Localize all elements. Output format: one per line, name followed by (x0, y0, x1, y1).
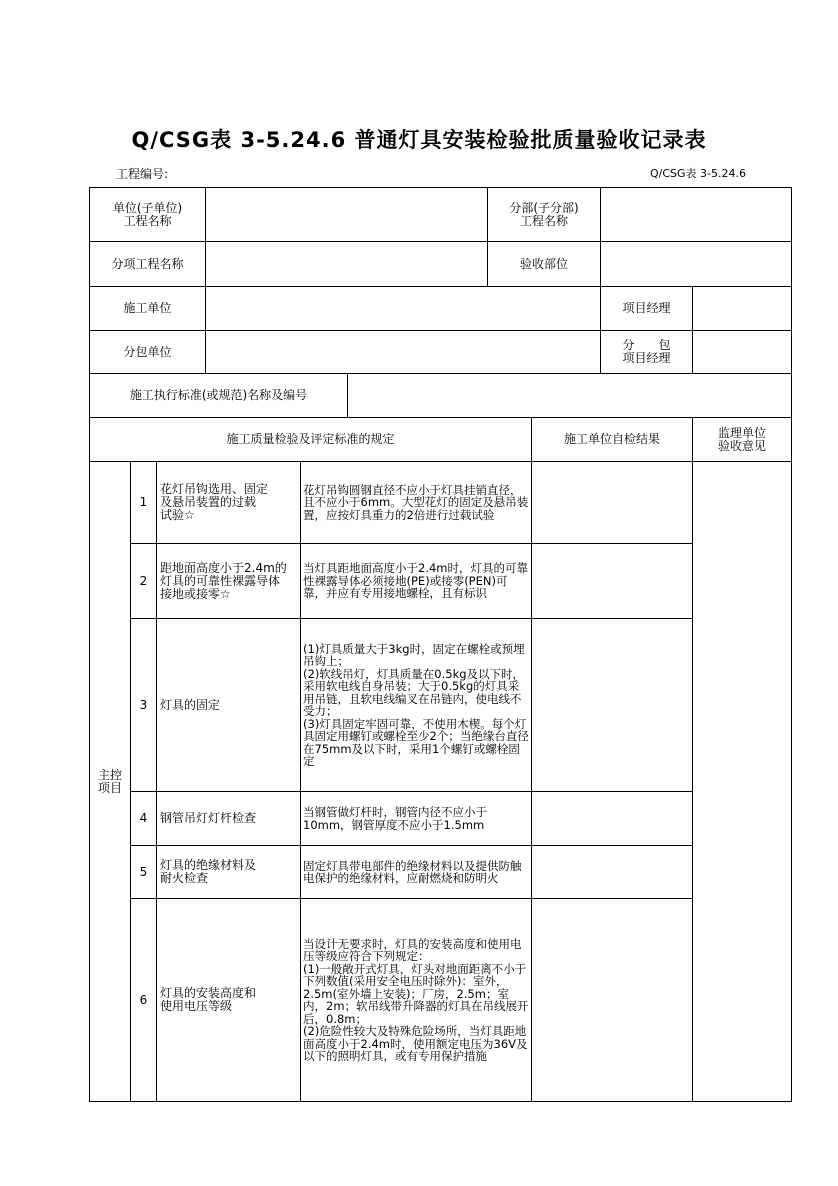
standard-name-label: 施工执行标准(或规范)名称及编号 (90, 374, 348, 418)
item-number: 3 (131, 619, 157, 792)
item-name: 灯具的绝缘材料及 耐火检查 (157, 846, 301, 899)
item-project-field[interactable] (206, 242, 488, 287)
inspection-record-table (89, 187, 792, 1102)
item-number: 1 (131, 462, 157, 544)
item-name: 灯具的固定 (157, 619, 301, 792)
item-standard: 固定灯具带电部件的绝缘材料以及提供防触电保护的绝缘材料，应耐燃烧和防明火 (301, 846, 532, 899)
project-number-label: 工程编号: (116, 167, 169, 181)
item-standard: (1)灯具质量大于3kg时，固定在螺栓或预埋吊钩上； (2)软线吊灯，灯具质量在0.5kg及以下时，采用软电线自身吊装；大于0.5kg的灯具采用吊链，且软电线编叉在吊链内，使电线不受力； (3)灯具固定牢固可靠，不使用木楔。每个灯具固定用螺钉或螺栓至少2个；当绝缘台直径在75mm及以下时，采用1个螺钉或螺栓固定 (301, 619, 532, 792)
item-standard: 当钢管做灯杆时，钢管内径不应小于10mm，钢管厚度不应小于1.5mm (301, 792, 532, 846)
item-name: 钢管吊灯灯杆检查 (157, 792, 301, 846)
self-check-field[interactable] (532, 544, 693, 619)
subcontract-unit-field[interactable] (206, 331, 601, 374)
item-project-label: 分项工程名称 (90, 242, 206, 287)
acceptance-part-label: 验收部位 (488, 242, 601, 287)
item-name: 灯具的安装高度和 使用电压等级 (157, 899, 301, 1102)
unit-project-field[interactable] (206, 188, 488, 242)
form-code: Q/CSG表 3-5.24.6 (650, 167, 747, 180)
self-check-field[interactable] (532, 846, 693, 899)
sub-project-label: 分部(子分部) 工程名称 (488, 188, 601, 242)
item-standard: 花灯吊钩圆钢直径不应小于灯具挂销直径，且不应小于6mm。大型花灯的固定及悬吊装置，应按灯具重力的2倍进行过载试验 (301, 462, 532, 544)
standard-column-header: 施工质量检验及评定标准的规定 (90, 418, 532, 462)
acceptance-part-field[interactable] (601, 242, 792, 287)
self-check-field[interactable] (532, 619, 693, 792)
subcontract-unit-label: 分包单位 (90, 331, 206, 374)
sub-project-field[interactable] (601, 188, 792, 242)
item-number: 2 (131, 544, 157, 619)
self-check-field[interactable] (532, 462, 693, 544)
self-check-field[interactable] (532, 899, 693, 1102)
item-number: 4 (131, 792, 157, 846)
item-standard: 当设计无要求时，灯具的安装高度和使用电压等级应符合下列规定： (1)一般敞开式灯具，灯头对地面距离不小于下列数值(采用安全电压时除外)：室外，2.5m(室外墙上安装)；厂房，2.5m；室内，2m；软吊线带升降器的灯具在吊线展开后，0.8m； (2)危险性较大及特殊危险场所，当灯具距地面高度小于2.4m时，使用额定电压为36V及以下的照明灯具，或有专用保护措施 (301, 899, 532, 1102)
subcontract-manager-field[interactable] (693, 331, 792, 374)
unit-project-label: 单位(子单位) 工程名称 (90, 188, 206, 242)
item-number: 5 (131, 846, 157, 899)
item-name: 花灯吊钩选用、固定 及悬吊装置的过载 试验☆ (157, 462, 301, 544)
project-manager-label: 项目经理 (601, 287, 693, 331)
supervision-column-header: 监理单位 验收意见 (693, 418, 792, 462)
supervision-opinion-field[interactable] (693, 462, 792, 1102)
construction-unit-label: 施工单位 (90, 287, 206, 331)
self-check-field[interactable] (532, 792, 693, 846)
self-check-column-header: 施工单位自检结果 (532, 418, 693, 462)
subcontract-manager-label: 分 包 项目经理 (601, 331, 693, 374)
item-standard: 当灯具距地面高度小于2.4m时，灯具的可靠性裸露导体必须接地(PE)或接零(PEN)可靠，并应有专用接地螺栓，且有标识 (301, 544, 532, 619)
main-control-label: 主控 项目 (90, 462, 131, 1102)
standard-name-field[interactable] (348, 374, 792, 418)
construction-unit-field[interactable] (206, 287, 601, 331)
item-number: 6 (131, 899, 157, 1102)
page-title: Q/CSG表 3-5.24.6 普通灯具安装检验批质量验收记录表 (131, 128, 707, 152)
project-manager-field[interactable] (693, 287, 792, 331)
item-name: 距地面高度小于2.4m的 灯具的可靠性裸露导体 接地或接零☆ (157, 544, 301, 619)
